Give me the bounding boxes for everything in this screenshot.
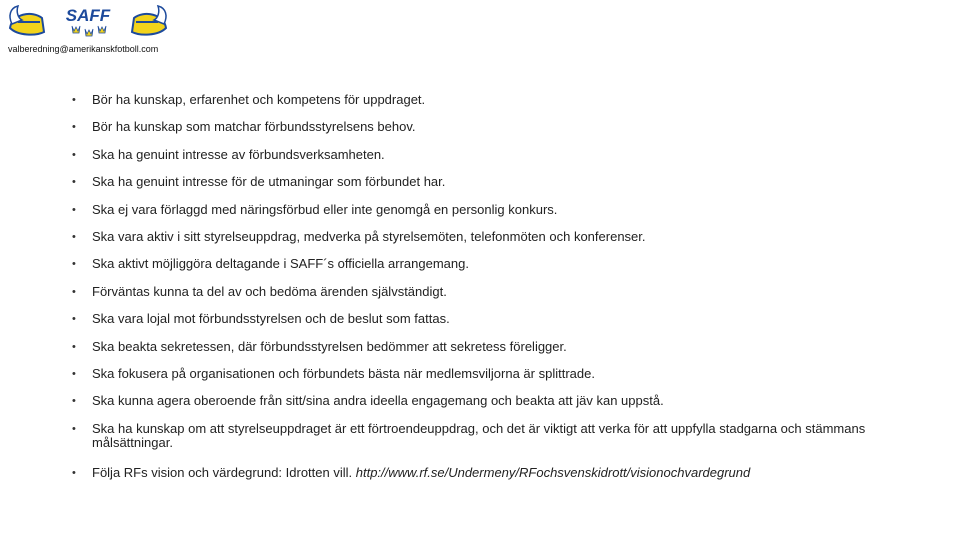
bullet-list [72, 93, 892, 493]
list-item [72, 230, 892, 244]
bullet-icon: • [72, 285, 76, 298]
contact-email: valberedning@amerikanskfotboll.com [8, 44, 159, 54]
list-item-text: Ska ha genuint intresse av förbundsverksamheten. [92, 146, 385, 162]
right-helmet-icon [132, 6, 166, 35]
bullet-icon: • [72, 148, 76, 161]
list-item [72, 120, 892, 134]
list-item [72, 148, 892, 162]
list-item [72, 394, 892, 408]
list-item [72, 257, 892, 271]
list-item-text: Bör ha kunskap, erfarenhet och kompetens för uppdraget. [92, 92, 426, 107]
list-item-text: Ska ej vara förlaggd med näringsförbud eller inte genomgå en personlig konkurs. [92, 201, 558, 217]
list-item-text: Följa RFs vision och värdegrund: Idrotten vill. [92, 464, 356, 480]
bullet-icon: • [72, 313, 76, 326]
list-item [72, 203, 892, 217]
list-item-text: Ska ha genuint intresse för de utmaningar som förbundet har. [92, 174, 446, 190]
saff-logo [6, 2, 170, 42]
list-item-text: Ska vara lojal mot förbundsstyrelsen och de beslut som fattas. [92, 311, 450, 327]
list-item-text: Ska fokusera på organisationen och förbundets bästa när medlemsviljorna är splittrade. [92, 365, 595, 381]
list-item-text: Bör ha kunskap som matchar förbundsstyrelsens behov. [92, 119, 416, 135]
bullet-icon: • [72, 395, 76, 408]
list-item-text: Ska beakta sekretessen, där förbundsstyrelsen bedömmer att sekretess föreligger. [92, 338, 567, 354]
bullet-icon: • [72, 340, 76, 353]
crowns-icon [72, 26, 106, 36]
list-item-text: Ska vara aktiv i sitt styrelseuppdrag, medverka på styrelsemöten, telefonmöten och konferenser. [92, 228, 646, 244]
list-item-text: Förväntas kunna ta del av och bedöma ärenden självständigt. [92, 283, 447, 299]
bullet-icon: • [72, 203, 76, 216]
logo-text: SAFF [65, 6, 111, 25]
rf-vision-link[interactable]: http://www.rf.se/Undermeny/RFochsvenskidrott/visionochvardegrund [355, 464, 751, 480]
bullet-icon: • [72, 230, 76, 243]
list-item-text: Ska kunna agera oberoende från sitt/sina andra ideella engagemang och beakta att jäv kan uppstå. [92, 393, 664, 409]
list-item [72, 422, 892, 450]
list-item [72, 340, 892, 354]
list-item [72, 466, 892, 480]
list-item [72, 285, 892, 299]
list-item-text: Ska ha kunskap om att styrelseuppdraget är ett förtroendeuppdrag, och det är viktigt att verka för att uppfylla stadgarna och stämmans målsättningar. [92, 420, 866, 450]
bullet-icon: • [72, 258, 76, 271]
list-item [72, 367, 892, 381]
bullet-icon: • [72, 176, 76, 189]
bullet-icon: • [72, 121, 76, 134]
bullet-icon: • [72, 94, 76, 106]
bullet-icon: • [72, 367, 76, 380]
list-item [72, 93, 892, 107]
left-helmet-icon [10, 6, 44, 35]
list-item [72, 312, 892, 326]
list-item-text: Ska aktivt möjliggöra deltagande i SAFF´s officiella arrangemang. [92, 256, 469, 272]
bullet-icon: • [72, 466, 76, 479]
bullet-icon: • [72, 422, 76, 435]
list-item [72, 175, 892, 189]
